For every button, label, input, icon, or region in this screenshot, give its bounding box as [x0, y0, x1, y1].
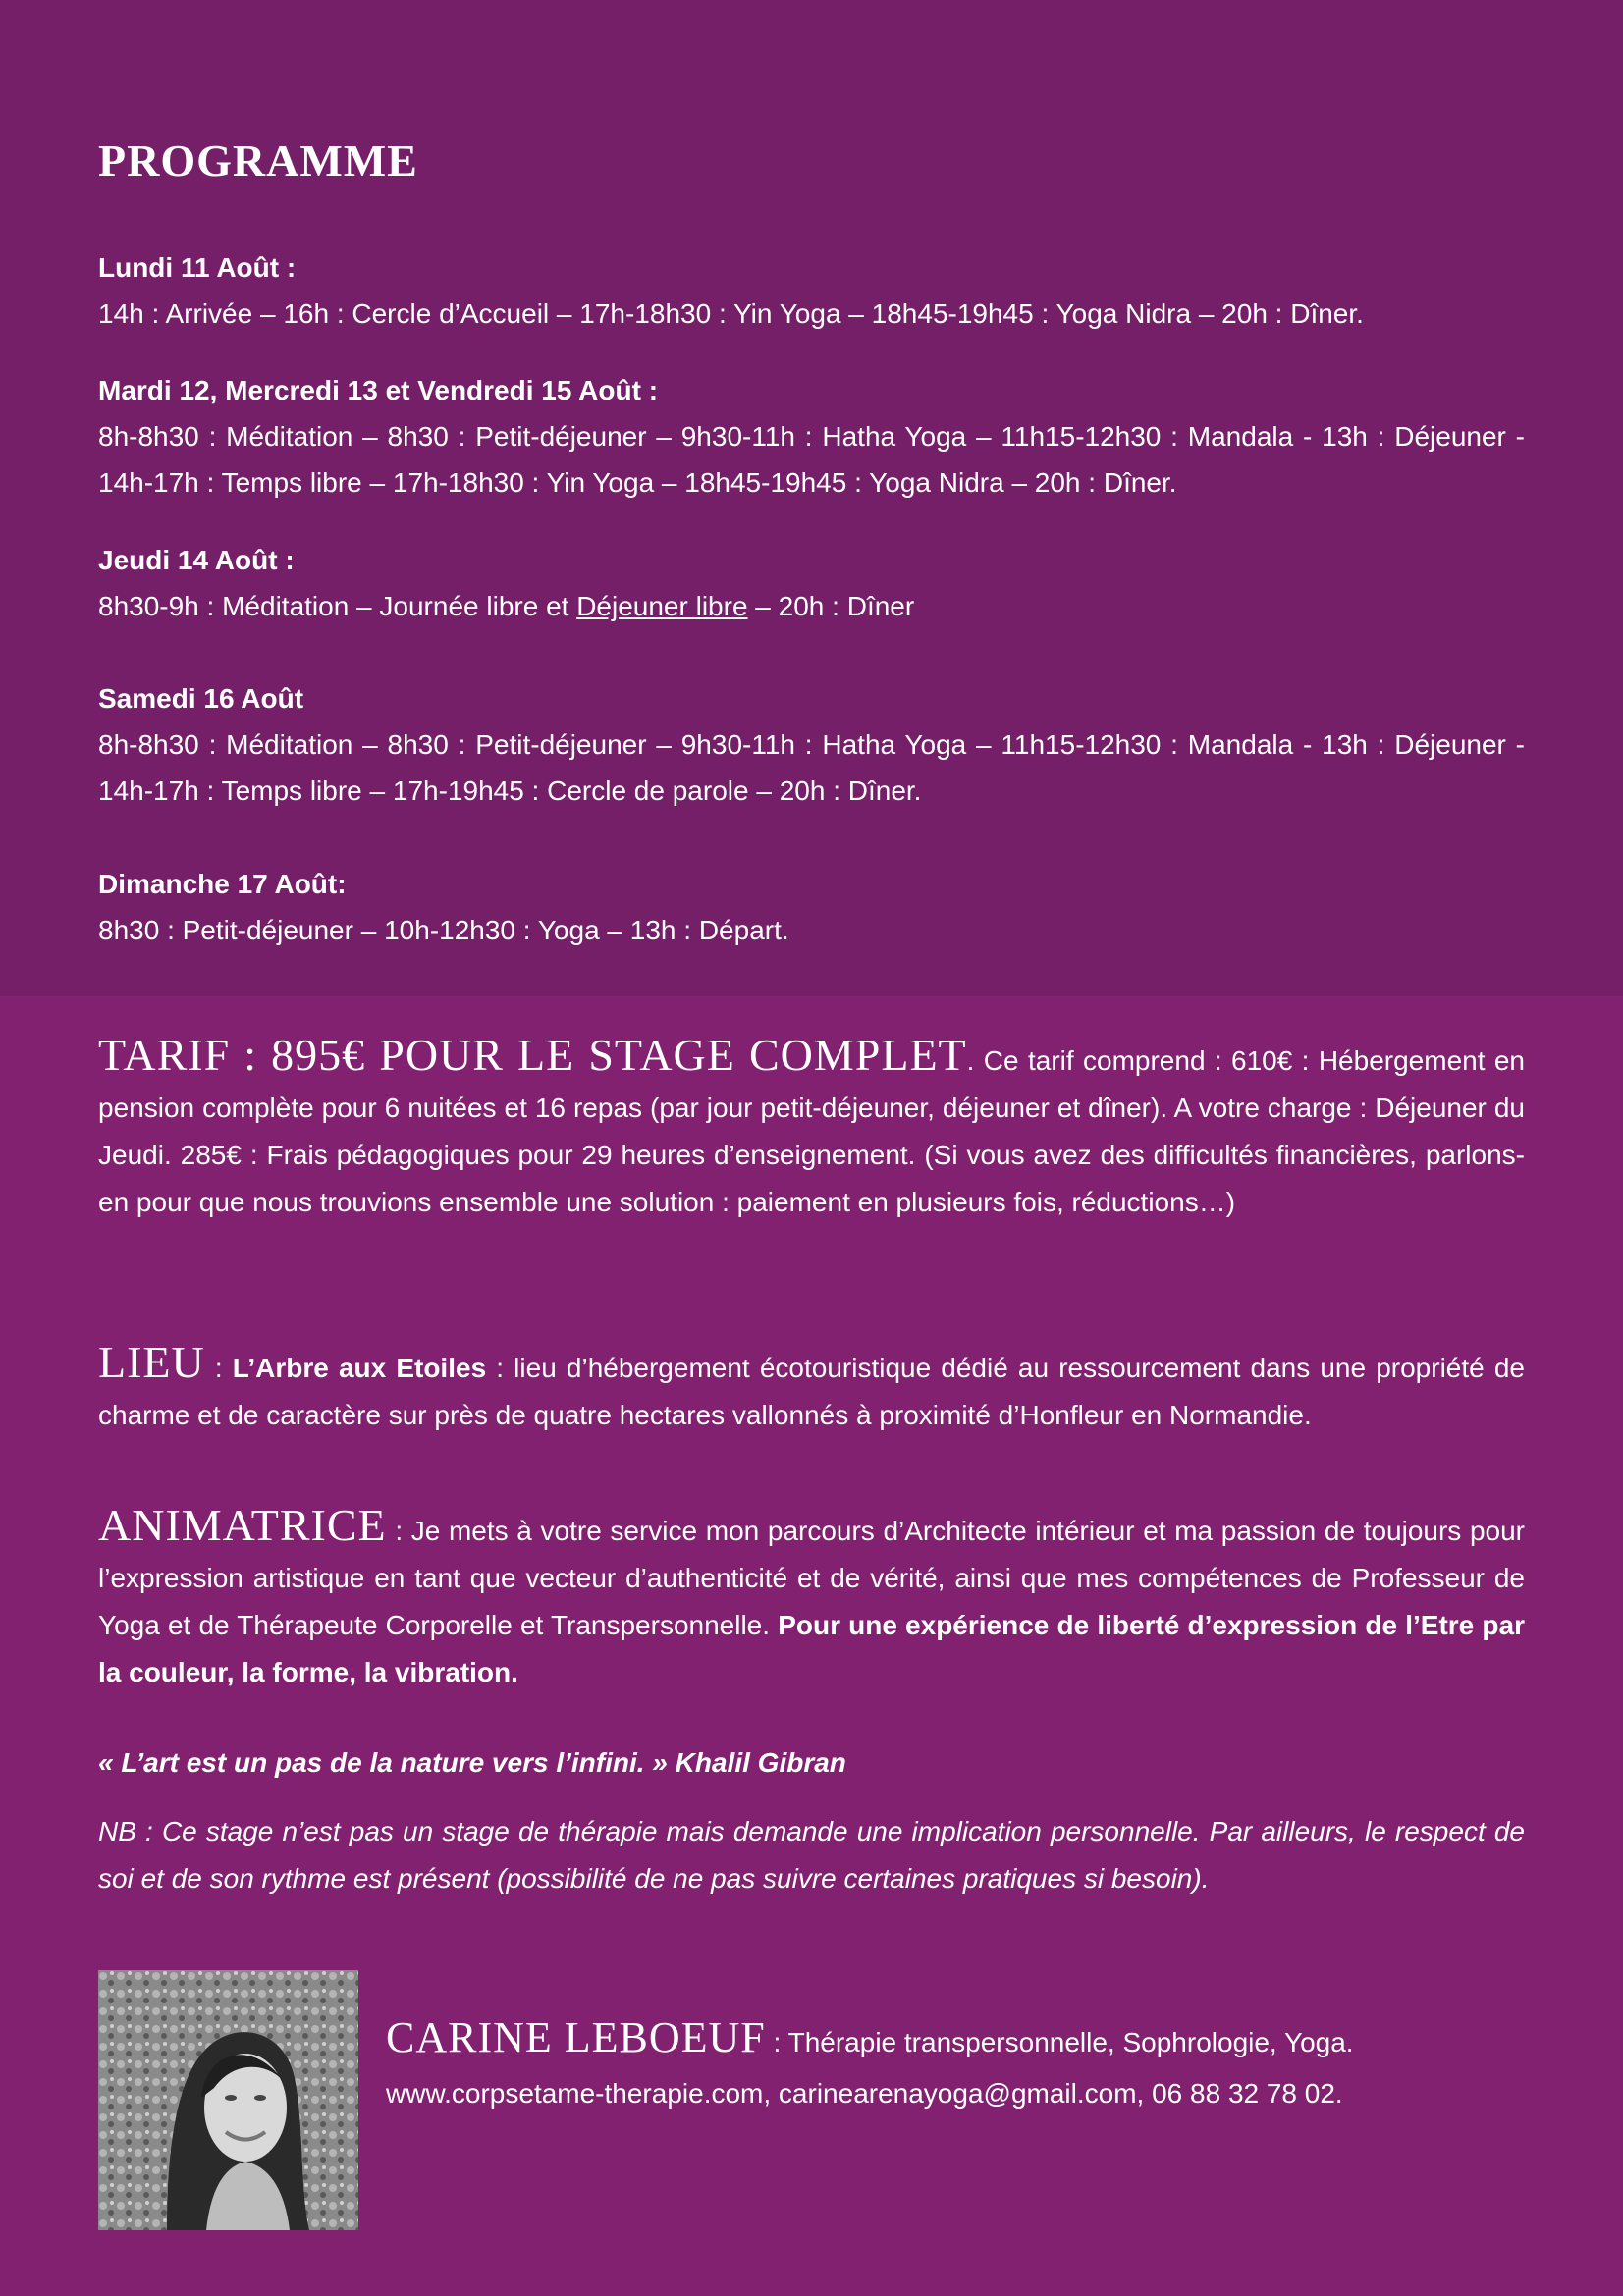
day-title: Lundi 11 Août :: [98, 252, 297, 283]
day-title: Mardi 12, Mercredi 13 et Vendredi 15 Août :: [98, 375, 659, 405]
contact-name-line: [386, 2012, 1525, 2068]
nb-note: NB : Ce stage n’est pas un stage de thérapie mais demande une implication personnelle. Par ailleurs, le respect de soi et de son rythme est présent (possibilité de ne pas suivre certaines pratiques si besoin).: [98, 1816, 1525, 1894]
day-title: Dimanche 17 Août:: [98, 869, 347, 899]
day-schedule: 8h-8h30 : Méditation – 8h30 : Petit-déjeuner – 9h30-11h : Hatha Yoga – 11h15-12h30 : Mandala - 13h : Déjeuner - 14h-17h : Temps libre – 17h-18h30 : Yin Yoga – 18h45-19h45 : Yoga Nidra – 20h : Dîner.: [98, 421, 1525, 498]
lieu-text: : lieu d’hébergement écotouristique dédié au ressourcement dans une propriété de charme et de caractère sur près de quatre hectares vallonnés à proximité d’Honfleur en Normandie.: [98, 1353, 1525, 1430]
animatrice-bold: Pour une expérience de liberté d’expression de l’Etre par la couleur, la forme, la vibration.: [98, 1610, 1525, 1687]
animatrice-section: [98, 1502, 1525, 1696]
schedule-text: 8h30-9h : Méditation – Journée libre et: [98, 591, 577, 621]
animatrice-text: : Je mets à votre service mon parcours d’Architecte intérieur et ma passion de toujours pour l’expression artistique en tant que vecteur d’authenticité et de vérité, ainsi que mes compétences de Professeur de Yoga et de Thérapeute Corporelle et Transpersonnelle.: [98, 1516, 1525, 1640]
lieu-sep: :: [204, 1353, 233, 1383]
dejeuner-libre-underlined: Déjeuner libre: [576, 591, 748, 621]
day-title: Jeudi 14 Août :: [98, 545, 295, 575]
quote: « L’art est un pas de la nature vers l’infini. » Khalil Gibran: [98, 1747, 846, 1778]
day-title: Samedi 16 Août: [98, 683, 304, 714]
day-monday: [98, 245, 1525, 337]
schedule-text: – 20h : Dîner: [747, 591, 915, 621]
day-sunday: [98, 862, 1525, 953]
animatrice-heading: ANIMATRICE: [98, 1500, 387, 1550]
lieu-heading: LIEU: [98, 1337, 205, 1387]
contact-block: [386, 2012, 1525, 2119]
tarif-section: [98, 1032, 1525, 1226]
day-schedule: 8h-8h30 : Méditation – 8h30 : Petit-déjeuner – 9h30-11h : Hatha Yoga – 11h15-12h30 : Mandala - 13h : Déjeuner - 14h-17h : Temps libre – 17h-19h45 : Cercle de parole – 20h : Dîner.: [98, 729, 1525, 806]
contact-details: www.corpsetame-therapie.com, carinearenayoga@gmail.com, 06 88 32 78 02.: [386, 2078, 1343, 2109]
day-saturday: [98, 676, 1525, 814]
tarif-text: . Ce tarif comprend : 610€ : Hébergement en pension complète pour 6 nuitées et 16 repas (par jour petit-déjeuner, déjeuner et dîner). A votre charge : Déjeuner du Jeudi. 285€ : Frais pédagogiques pour 29 heures d’enseignement. (Si vous avez des difficultés financières, parlons-en pour que nous trouvions ensemble une solution : paiement en plusieurs fois, réductions…): [98, 1045, 1526, 1217]
day-thursday: [98, 538, 1525, 629]
tarif-heading: TARIF : 895€ POUR LE STAGE COMPLET: [98, 1030, 967, 1080]
day-schedule: 14h : Arrivée – 16h : Cercle d’Accueil – 17h-18h30 : Yin Yoga – 18h45-19h45 : Yoga Nidra – 20h : Dîner.: [98, 298, 1364, 329]
day-schedule: 8h30 : Petit-déjeuner – 10h-12h30 : Yoga – 13h : Départ.: [98, 915, 789, 945]
lieu-name: L’Arbre aux Etoiles: [232, 1353, 487, 1383]
contact-role: : Thérapie transpersonnelle, Sophrologie, Yoga.: [765, 2027, 1354, 2057]
contact-name: CARINE LEBOEUF: [386, 2013, 766, 2061]
portrait-photo: [98, 1970, 358, 2230]
day-schedule: [98, 583, 1525, 629]
programme-title: PROGRAMME: [98, 135, 418, 186]
portrait-image: [98, 1970, 358, 2230]
lieu-section: [98, 1339, 1525, 1439]
day-tue-wed-fri: [98, 368, 1525, 506]
